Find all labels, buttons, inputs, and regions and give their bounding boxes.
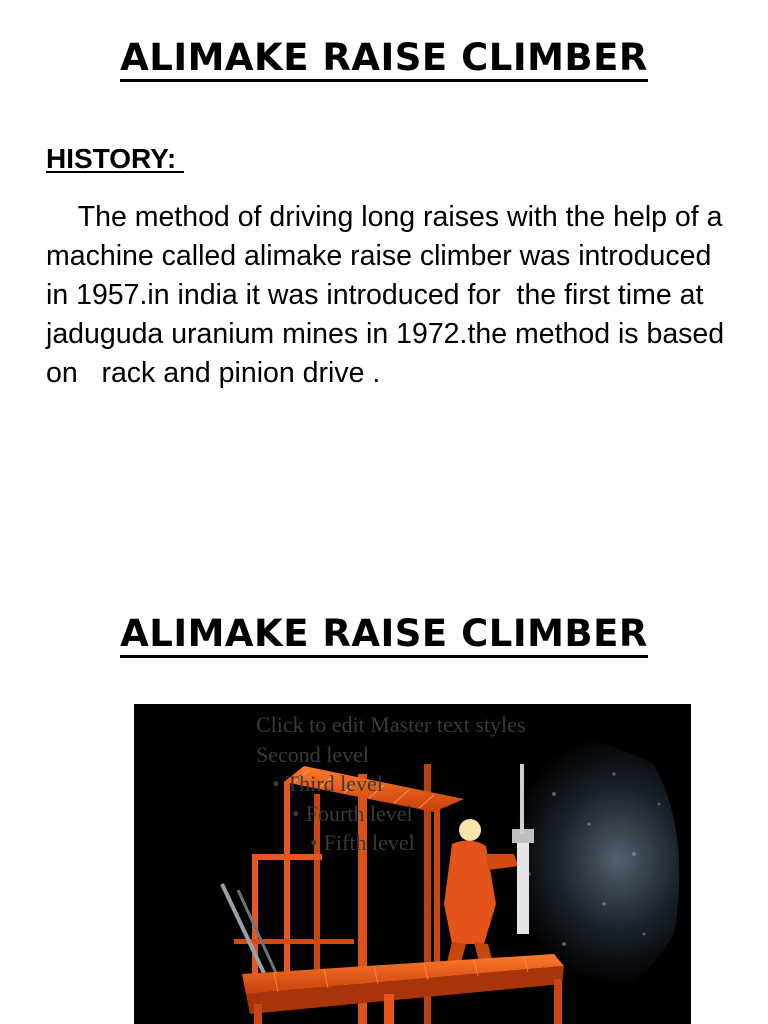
- placeholder-level-4: [256, 799, 525, 829]
- placeholder-level-3: [256, 769, 525, 799]
- placeholder-level-3-text: Third level: [285, 771, 383, 796]
- placeholder-level-5-text: Fifth level: [323, 830, 415, 855]
- placeholder-level-2: Second level: [256, 741, 370, 767]
- slide-title-text: ALIMAKE RAISE CLIMBER: [120, 612, 648, 658]
- placeholder-level-5: [256, 828, 525, 858]
- history-heading: HISTORY:: [46, 143, 184, 174]
- history-paragraph: The method of driving long raises with the help of a machine called alimake raise climber was introduced in 1957.in india it was introduced for the first time at jaduguda uranium mines in 1972.the method is based on rack and pinion drive .: [46, 201, 733, 389]
- slide-title-text: ALIMAKE RAISE CLIMBER: [120, 36, 648, 82]
- master-text-placeholder[interactable]: [256, 710, 525, 858]
- placeholder-level-4-text: Fourth level: [305, 800, 413, 826]
- bullet-icon: •: [272, 771, 280, 796]
- raise-climber-photo: [134, 704, 691, 1024]
- bullet-icon: •: [310, 830, 318, 855]
- slide-photo: [0, 512, 768, 1024]
- bullet-icon: •: [292, 800, 300, 826]
- slide-title: [0, 36, 768, 80]
- slide-title: [0, 612, 768, 656]
- placeholder-level-1: Click to edit Master text styles: [256, 712, 526, 737]
